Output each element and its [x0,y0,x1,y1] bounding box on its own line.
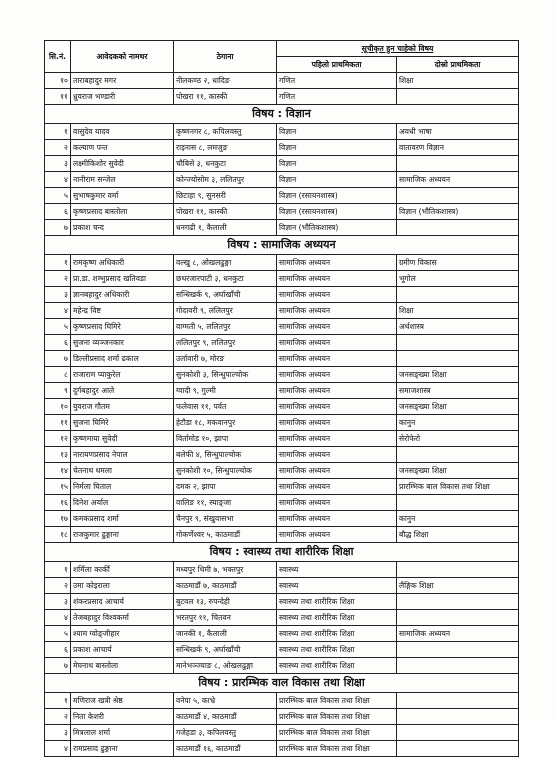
cell-name: ताराबहादुर मगर [71,73,174,89]
cell-name: श्याम ग्वोङ्जीहार [71,626,174,642]
section-title: विषय : स्वास्थ्य तथा शारीरिक शिक्षा [45,543,519,562]
cell-name: सुजना व्यञ्जनकार [71,335,174,351]
cell-first-priority: सामाजिक अध्ययन [277,367,397,383]
cell-sn: १० [45,73,71,89]
cell-name: चेतनाथ धमला [71,463,174,479]
table-row [45,495,519,511]
cell-address: सुनकोशी ३, सिन्धुपाल्चोक [174,367,277,383]
cell-second-priority [397,335,519,351]
cell-address: धनगढी १, कैलाली [174,220,277,236]
table-row [45,658,519,674]
cell-first-priority: सामाजिक अध्ययन [277,511,397,527]
cell-name: राजाराम प्याकुरेल [71,367,174,383]
cell-second-priority: ग्रमीण विकास [397,255,519,271]
table-row [45,431,519,447]
cell-address: गोदावरी ९, ललितपुर [174,303,277,319]
section-heading-row [45,543,519,562]
section-heading-row [45,236,519,255]
cell-address: ललितपुर ९, ललितपुर [174,335,277,351]
cell-address: उर्लावारी ७, मोरङ [174,351,277,367]
cell-second-priority [397,642,519,658]
cell-first-priority: स्वास्थ्य तथा शारीरिक शिक्षा [277,626,397,642]
cell-sn: १ [45,255,71,271]
cell-second-priority [397,610,519,626]
cell-first-priority: सामाजिक अध्ययन [277,303,397,319]
header-first-priority: पहिलो प्राथमिकता [277,57,397,73]
cell-address: गोकर्णेश्वर ५, काठमाडौं [174,527,277,543]
cell-name: मित्रलाल शर्मा [71,725,174,741]
cell-sn: १८ [45,527,71,543]
cell-second-priority: भूगोल [397,271,519,287]
cell-name: तेजबहादुर विश्वकर्मा [71,610,174,626]
cell-second-priority: प्रारम्भिक बाल विकास तथा शिक्षा [397,479,519,495]
table-row [45,335,519,351]
table-row [45,140,519,156]
table-row [45,610,519,626]
cell-sn: ७ [45,220,71,236]
cell-second-priority: विज्ञान (भौतिकशास्त्र) [397,204,519,220]
cell-address: विर्तामोड १०, झापा [174,431,277,447]
cell-second-priority [397,287,519,303]
table-row [45,383,519,399]
cell-address: छथरजारपाटी ३, धनकुटा [174,271,277,287]
cell-first-priority: सामाजिक अध्ययन [277,287,397,303]
cell-name: प्रकाश आचार्य [71,642,174,658]
cell-sn: ५ [45,188,71,204]
cell-first-priority: सामाजिक अध्ययन [277,335,397,351]
cell-sn: ७ [45,351,71,367]
section-heading-row [45,674,519,693]
cell-address: छिटाहा ९, सुनसरी [174,188,277,204]
cell-sn: ५ [45,626,71,642]
table-row [45,594,519,610]
cell-sn: ९ [45,383,71,399]
table-row [45,447,519,463]
cell-address: दमक २, झापा [174,479,277,495]
cell-name: निता केशरी [71,709,174,725]
table-row [45,204,519,220]
cell-name: शंकरप्रसाद आचार्य [71,594,174,610]
cell-address: जानकी १, कैलाली [174,626,277,642]
cell-first-priority: सामाजिक अध्ययन [277,399,397,415]
cell-second-priority: वातावरण विज्ञान [397,140,519,156]
cell-address: हेटौडा १८, मकवानपुर [174,415,277,431]
cell-sn: १ [45,562,71,578]
cell-sn: ३ [45,594,71,610]
cell-first-priority: विज्ञान [277,124,397,140]
cell-second-priority [397,725,519,741]
cell-first-priority: विज्ञान [277,140,397,156]
cell-address: पोखरा ११, कास्की [174,89,277,105]
cell-sn: ४ [45,172,71,188]
header-sn: सि.नं. [45,41,71,73]
cell-name: कृष्णमाया सुवेदी [71,431,174,447]
cell-second-priority: शिक्षा [397,73,519,89]
cell-address: फलेवास ११, पर्वत [174,399,277,415]
cell-first-priority: स्वास्थ्य [277,562,397,578]
cell-second-priority: कानुन [397,415,519,431]
cell-name: रामकृष्ण अधिकारी [71,255,174,271]
cell-second-priority: जनसङ्ख्या शिक्षा [397,399,519,415]
cell-second-priority: अर्थशास्त्र [397,319,519,335]
cell-sn: ११ [45,415,71,431]
cell-address: बुटवल १३, रुपन्देही [174,594,277,610]
table-row [45,255,519,271]
cell-second-priority: सामाजिक अध्ययन [397,626,519,642]
cell-sn: १५ [45,479,71,495]
cell-first-priority: विज्ञान (भौतिकशास्त्र) [277,220,397,236]
cell-sn: १० [45,399,71,415]
cell-address: ग्वादी ९, गुल्मी [174,383,277,399]
cell-second-priority [397,562,519,578]
cell-first-priority: प्रारम्भिक बाल विकास तथा शिक्षा [277,693,397,709]
header-applicant-name: आवेदकको नामथर [71,41,174,73]
cell-first-priority: सामाजिक अध्ययन [277,527,397,543]
cell-second-priority: लैङ्गिक शिक्षा [397,578,519,594]
cell-second-priority: जनसङ्ख्या शिक्षा [397,463,519,479]
cell-second-priority: शिक्षा [397,303,519,319]
table-row [45,73,519,89]
cell-name: मेघनाथ बास्तोला [71,658,174,674]
cell-address: सन्धिखर्क ९, अर्घाखाँची [174,642,277,658]
cell-second-priority: सामाजिक अध्ययन [397,172,519,188]
cell-name: दुर्गबहादुर आले [71,383,174,399]
cell-first-priority: स्वास्थ्य [277,578,397,594]
table-row [45,511,519,527]
cell-first-priority: स्वास्थ्य तथा शारीरिक शिक्षा [277,610,397,626]
cell-second-priority [397,741,519,757]
cell-sn: १३ [45,447,71,463]
table-row [45,741,519,757]
section-title: विषय : सामाजिक अध्ययन [45,236,519,255]
cell-sn: २ [45,271,71,287]
cell-name: वासुदेव यादव [71,124,174,140]
cell-second-priority [397,351,519,367]
cell-sn: ६ [45,335,71,351]
cell-sn: १ [45,124,71,140]
cell-second-priority [397,188,519,204]
cell-sn: ३ [45,156,71,172]
cell-sn: ३ [45,287,71,303]
table-row [45,188,519,204]
table-row [45,479,519,495]
cell-address: काठमाडौं ७, काठमाडौं [174,578,277,594]
cell-name: लक्ष्मीकिशोर सुवेदी [71,156,174,172]
cell-name: युवराज गौतम [71,399,174,415]
section-heading-row [45,105,519,124]
cell-name: नानीराम सन्जेल [71,172,174,188]
cell-address: वाग्मती ५, ललितपुर [174,319,277,335]
cell-address: पोखरा ११, कास्की [174,204,277,220]
cell-name: उमा कोइराला [71,578,174,594]
table-row [45,172,519,188]
section-title: विषय : प्रारम्भिक वाल विकास तथा शिक्षा [45,674,519,693]
cell-address: गजेहडा ३, कपिलवस्तु [174,725,277,741]
cell-first-priority: सामाजिक अध्ययन [277,255,397,271]
cell-name: ज्ञानबहादुर अधिकारी [71,287,174,303]
cell-first-priority: विज्ञान [277,172,397,188]
cell-name: राजकुमार ढुङ्गाना [71,527,174,543]
cell-address: काठमाडौं १६, काठमाडौं [174,741,277,757]
cell-name: कल्याण पन्त [71,140,174,156]
cell-second-priority [397,89,519,105]
cell-address: वल्खु ८, ओखलढुङ्गा [174,255,277,271]
table-row [45,367,519,383]
cell-sn: २ [45,578,71,594]
cell-name: दिनेश अर्याल [71,495,174,511]
cell-second-priority [397,447,519,463]
cell-first-priority: गणित [277,89,397,105]
table-row [45,89,519,105]
cell-sn: ३ [45,725,71,741]
table-row [45,562,519,578]
cell-name: सुजना घिमिरे [71,415,174,431]
cell-sn: १२ [45,431,71,447]
cell-first-priority: प्रारम्भिक बाल विकास तथा शिक्षा [277,725,397,741]
applicant-table [44,40,519,757]
cell-name: रामप्रसाद ढुङ्गाना [71,741,174,757]
cell-sn: २ [45,709,71,725]
cell-address: चैनपुर ९, संखुवासभा [174,511,277,527]
cell-name: प्रकाश चन्द [71,220,174,236]
cell-name: ध्रुवराज भण्डारी [71,89,174,105]
table-row [45,351,519,367]
table-row [45,709,519,725]
table-row [45,124,519,140]
cell-address: राइनास ८, लमजुङ [174,140,277,156]
cell-address: मानेभञ्ज्याङ ८, ओखलढुङ्गा [174,658,277,674]
cell-address: वालिङ ११, स्याङ्जा [174,495,277,511]
cell-address: चौबिसे ३, धनकुटा [174,156,277,172]
header-teaching-subject: सूचीकृत हुन चाहेको विषय [277,41,519,57]
cell-first-priority: स्वास्थ्य तथा शारीरिक शिक्षा [277,658,397,674]
table-row [45,287,519,303]
cell-second-priority: अवधी भाषा [397,124,519,140]
cell-name: निर्मला घिताल [71,479,174,495]
cell-first-priority: प्रारम्भिक बाल विकास तथा शिक्षा [277,741,397,757]
header-second-priority: दोस्रो प्राथमिकता [397,57,519,73]
cell-first-priority: विज्ञान (रसायनशास्त्र) [277,204,397,220]
cell-first-priority: सामाजिक अध्ययन [277,415,397,431]
header-address: ठेगाना [174,41,277,73]
cell-first-priority: विज्ञान [277,156,397,172]
table-row [45,463,519,479]
cell-first-priority: विज्ञान (रसायनशास्त्र) [277,188,397,204]
cell-first-priority: गणित [277,73,397,89]
cell-name: कृष्णप्रसाद घिमिरे [71,319,174,335]
cell-first-priority: सामाजिक अध्ययन [277,463,397,479]
cell-first-priority: सामाजिक अध्ययन [277,479,397,495]
table-row [45,399,519,415]
table-row [45,642,519,658]
cell-sn: ६ [45,204,71,220]
cell-address: काठमाडौं ४, काठमाडौं [174,709,277,725]
cell-name: सुभाषकुमार वर्मा [71,188,174,204]
cell-second-priority [397,495,519,511]
cell-sn: १४ [45,463,71,479]
cell-sn: १६ [45,495,71,511]
table-row [45,220,519,236]
table-row [45,271,519,287]
cell-address: नीलकण्ठ २, धादिङ [174,73,277,89]
table-row [45,693,519,709]
cell-sn: ८ [45,367,71,383]
cell-first-priority: सामाजिक अध्ययन [277,431,397,447]
cell-address: बलेफी ४, सिन्धुपाल्चोक [174,447,277,463]
cell-second-priority: जनसङ्ख्या शिक्षा [397,367,519,383]
cell-first-priority: सामाजिक अध्ययन [277,447,397,463]
cell-address: कोन्ज्योसोम ३, ललितपुर [174,172,277,188]
cell-second-priority: कानुन [397,511,519,527]
cell-sn: १७ [45,511,71,527]
cell-first-priority: स्वास्थ्य तथा शारीरिक शिक्षा [277,594,397,610]
cell-address: भरतपुर ११, चितवन [174,610,277,626]
cell-first-priority: सामाजिक अध्ययन [277,319,397,335]
cell-address: सुनकोशी १०, सिन्धुपाल्चोक [174,463,277,479]
table-row [45,578,519,594]
table-row [45,303,519,319]
cell-sn: ४ [45,741,71,757]
cell-first-priority: सामाजिक अध्ययन [277,495,397,511]
cell-name: शर्मिला कार्की [71,562,174,578]
cell-sn: ४ [45,303,71,319]
cell-name: कमकप्रसाद शर्मा [71,511,174,527]
cell-first-priority: स्वास्थ्य तथा शारीरिक शिक्षा [277,642,397,658]
table-row [45,415,519,431]
cell-second-priority: सेरोफेरो [397,431,519,447]
cell-name: नारायणप्रसाद नेपाल [71,447,174,463]
table-row [45,319,519,335]
cell-name: मणिराज खत्री श्रेष्ठ [71,693,174,709]
cell-second-priority [397,658,519,674]
cell-name: कृष्णप्रसाद बास्तोला [71,204,174,220]
cell-second-priority: बौद्ध शिक्षा [397,527,519,543]
cell-second-priority [397,709,519,725]
cell-address: मध्यपुर थिमी ७, भक्तपुर [174,562,277,578]
cell-sn: १ [45,693,71,709]
cell-name: डिल्लीप्रसाद शर्मा ढकाल [71,351,174,367]
cell-second-priority: समाजशास्त्र [397,383,519,399]
table-row [45,725,519,741]
table-row [45,156,519,172]
table-row [45,626,519,642]
cell-second-priority [397,220,519,236]
cell-second-priority [397,594,519,610]
cell-sn: ६ [45,642,71,658]
cell-sn: २ [45,140,71,156]
table-row [45,527,519,543]
cell-sn: ४ [45,610,71,626]
cell-first-priority: प्रारम्भिक बाल विकास तथा शिक्षा [277,709,397,725]
section-title: विषय : विज्ञान [45,105,519,124]
cell-address: सन्धिखर्क ९, अर्घाखाँची [174,287,277,303]
cell-address: वनेपा ५, काभ्रे [174,693,277,709]
cell-sn: ७ [45,658,71,674]
cell-first-priority: सामाजिक अध्ययन [277,351,397,367]
cell-address: कृष्णनगर ८, कपिलवस्तु [174,124,277,140]
cell-first-priority: सामाजिक अध्ययन [277,383,397,399]
cell-sn: ५ [45,319,71,335]
cell-second-priority [397,156,519,172]
cell-first-priority: सामाजिक अध्ययन [277,271,397,287]
cell-second-priority [397,693,519,709]
cell-name: महेन्द्र विष्ट [71,303,174,319]
cell-sn: ११ [45,89,71,105]
cell-name: प्रा.डा. शम्भुप्रसाद खतिवडा [71,271,174,287]
